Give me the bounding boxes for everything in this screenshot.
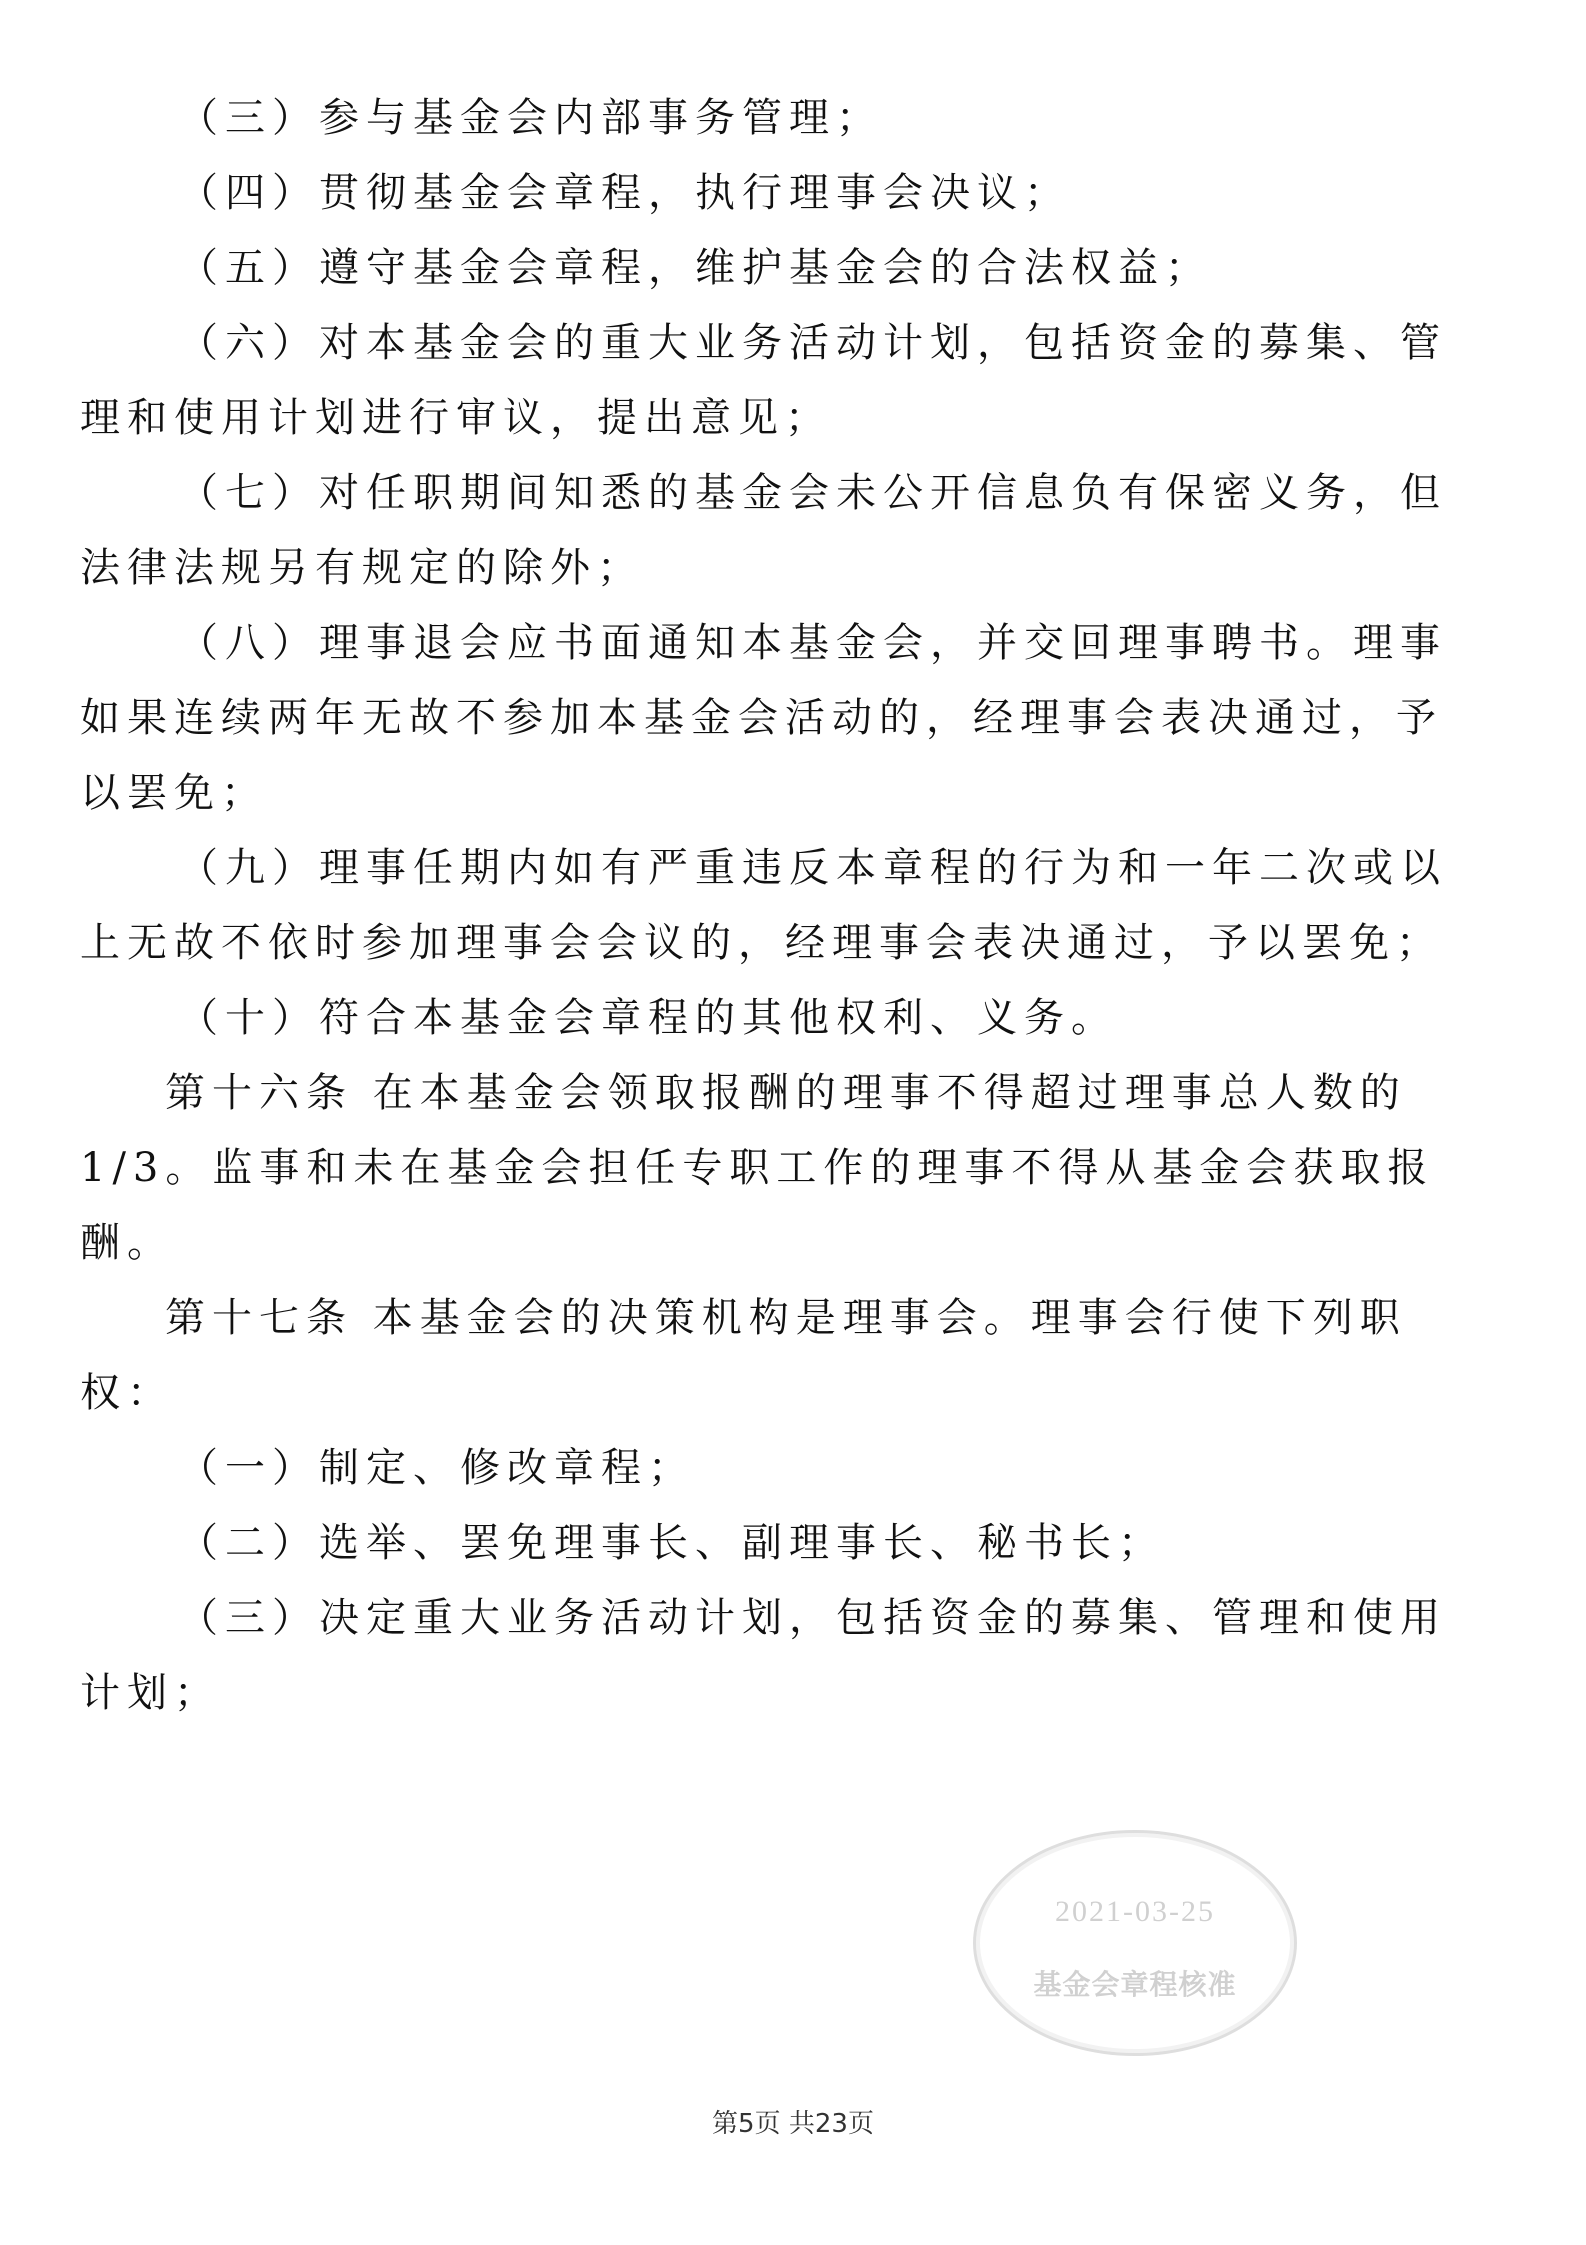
paragraph-line-12: 上无故不依时参加理事会会议的，经理事会表决通过，予以罢免； — [80, 920, 1443, 966]
paragraph-line-18: 权： — [80, 1370, 174, 1416]
paragraph-line-10: 以罢免； — [80, 770, 268, 816]
paragraph-line-7: 法律法规另有规定的除外； — [80, 545, 644, 591]
paragraph-line-19: （一）制定、修改章程； — [178, 1445, 695, 1491]
stamp-date: 2021-03-25 — [1055, 1895, 1215, 1928]
approval-stamp — [973, 1830, 1297, 2056]
stamp-label: 基金会章程核准 — [1033, 1968, 1237, 2001]
paragraph-line-14: 第十六条 在本基金会领取报酬的理事不得超过理事总人数的 — [165, 1070, 1407, 1116]
paragraph-line-22: 计划； — [80, 1670, 221, 1716]
paragraph-line-17: 第十七条 本基金会的决策机构是理事会。理事会行使下列职 — [165, 1295, 1407, 1341]
paragraph-line-4: （六）对本基金会的重大业务活动计划，包括资金的募集、管 — [178, 320, 1447, 366]
paragraph-line-8: （八）理事退会应书面通知本基金会，并交回理事聘书。理事 — [178, 620, 1447, 666]
paragraph-line-9: 如果连续两年无故不参加本基金会活动的，经理事会表决通过，予 — [80, 695, 1443, 741]
paragraph-line-15: 1/3。监事和未在基金会担任专职工作的理事不得从基金会获取报 — [80, 1145, 1435, 1191]
paragraph-line-3: （五）遵守基金会章程，维护基金会的合法权益； — [178, 245, 1212, 291]
paragraph-line-11: （九）理事任期内如有严重违反本章程的行为和一年二次或以 — [178, 845, 1447, 891]
paragraph-line-20: （二）选举、罢免理事长、副理事长、秘书长； — [178, 1520, 1165, 1566]
paragraph-line-21: （三）决定重大业务活动计划，包括资金的募集、管理和使用 — [178, 1595, 1447, 1641]
page-number: 第5页 共23页 — [712, 2109, 874, 2139]
paragraph-line-13: （十）符合本基金会章程的其他权利、义务。 — [178, 995, 1118, 1041]
paragraph-line-5: 理和使用计划进行审议，提出意见； — [80, 395, 832, 441]
paragraph-line-6: （七）对任职期间知悉的基金会未公开信息负有保密义务，但 — [178, 470, 1447, 516]
paragraph-line-16: 酬。 — [80, 1220, 174, 1266]
paragraph-line-2: （四）贯彻基金会章程，执行理事会决议； — [178, 170, 1071, 216]
paragraph-line-1: （三）参与基金会内部事务管理； — [178, 95, 883, 141]
